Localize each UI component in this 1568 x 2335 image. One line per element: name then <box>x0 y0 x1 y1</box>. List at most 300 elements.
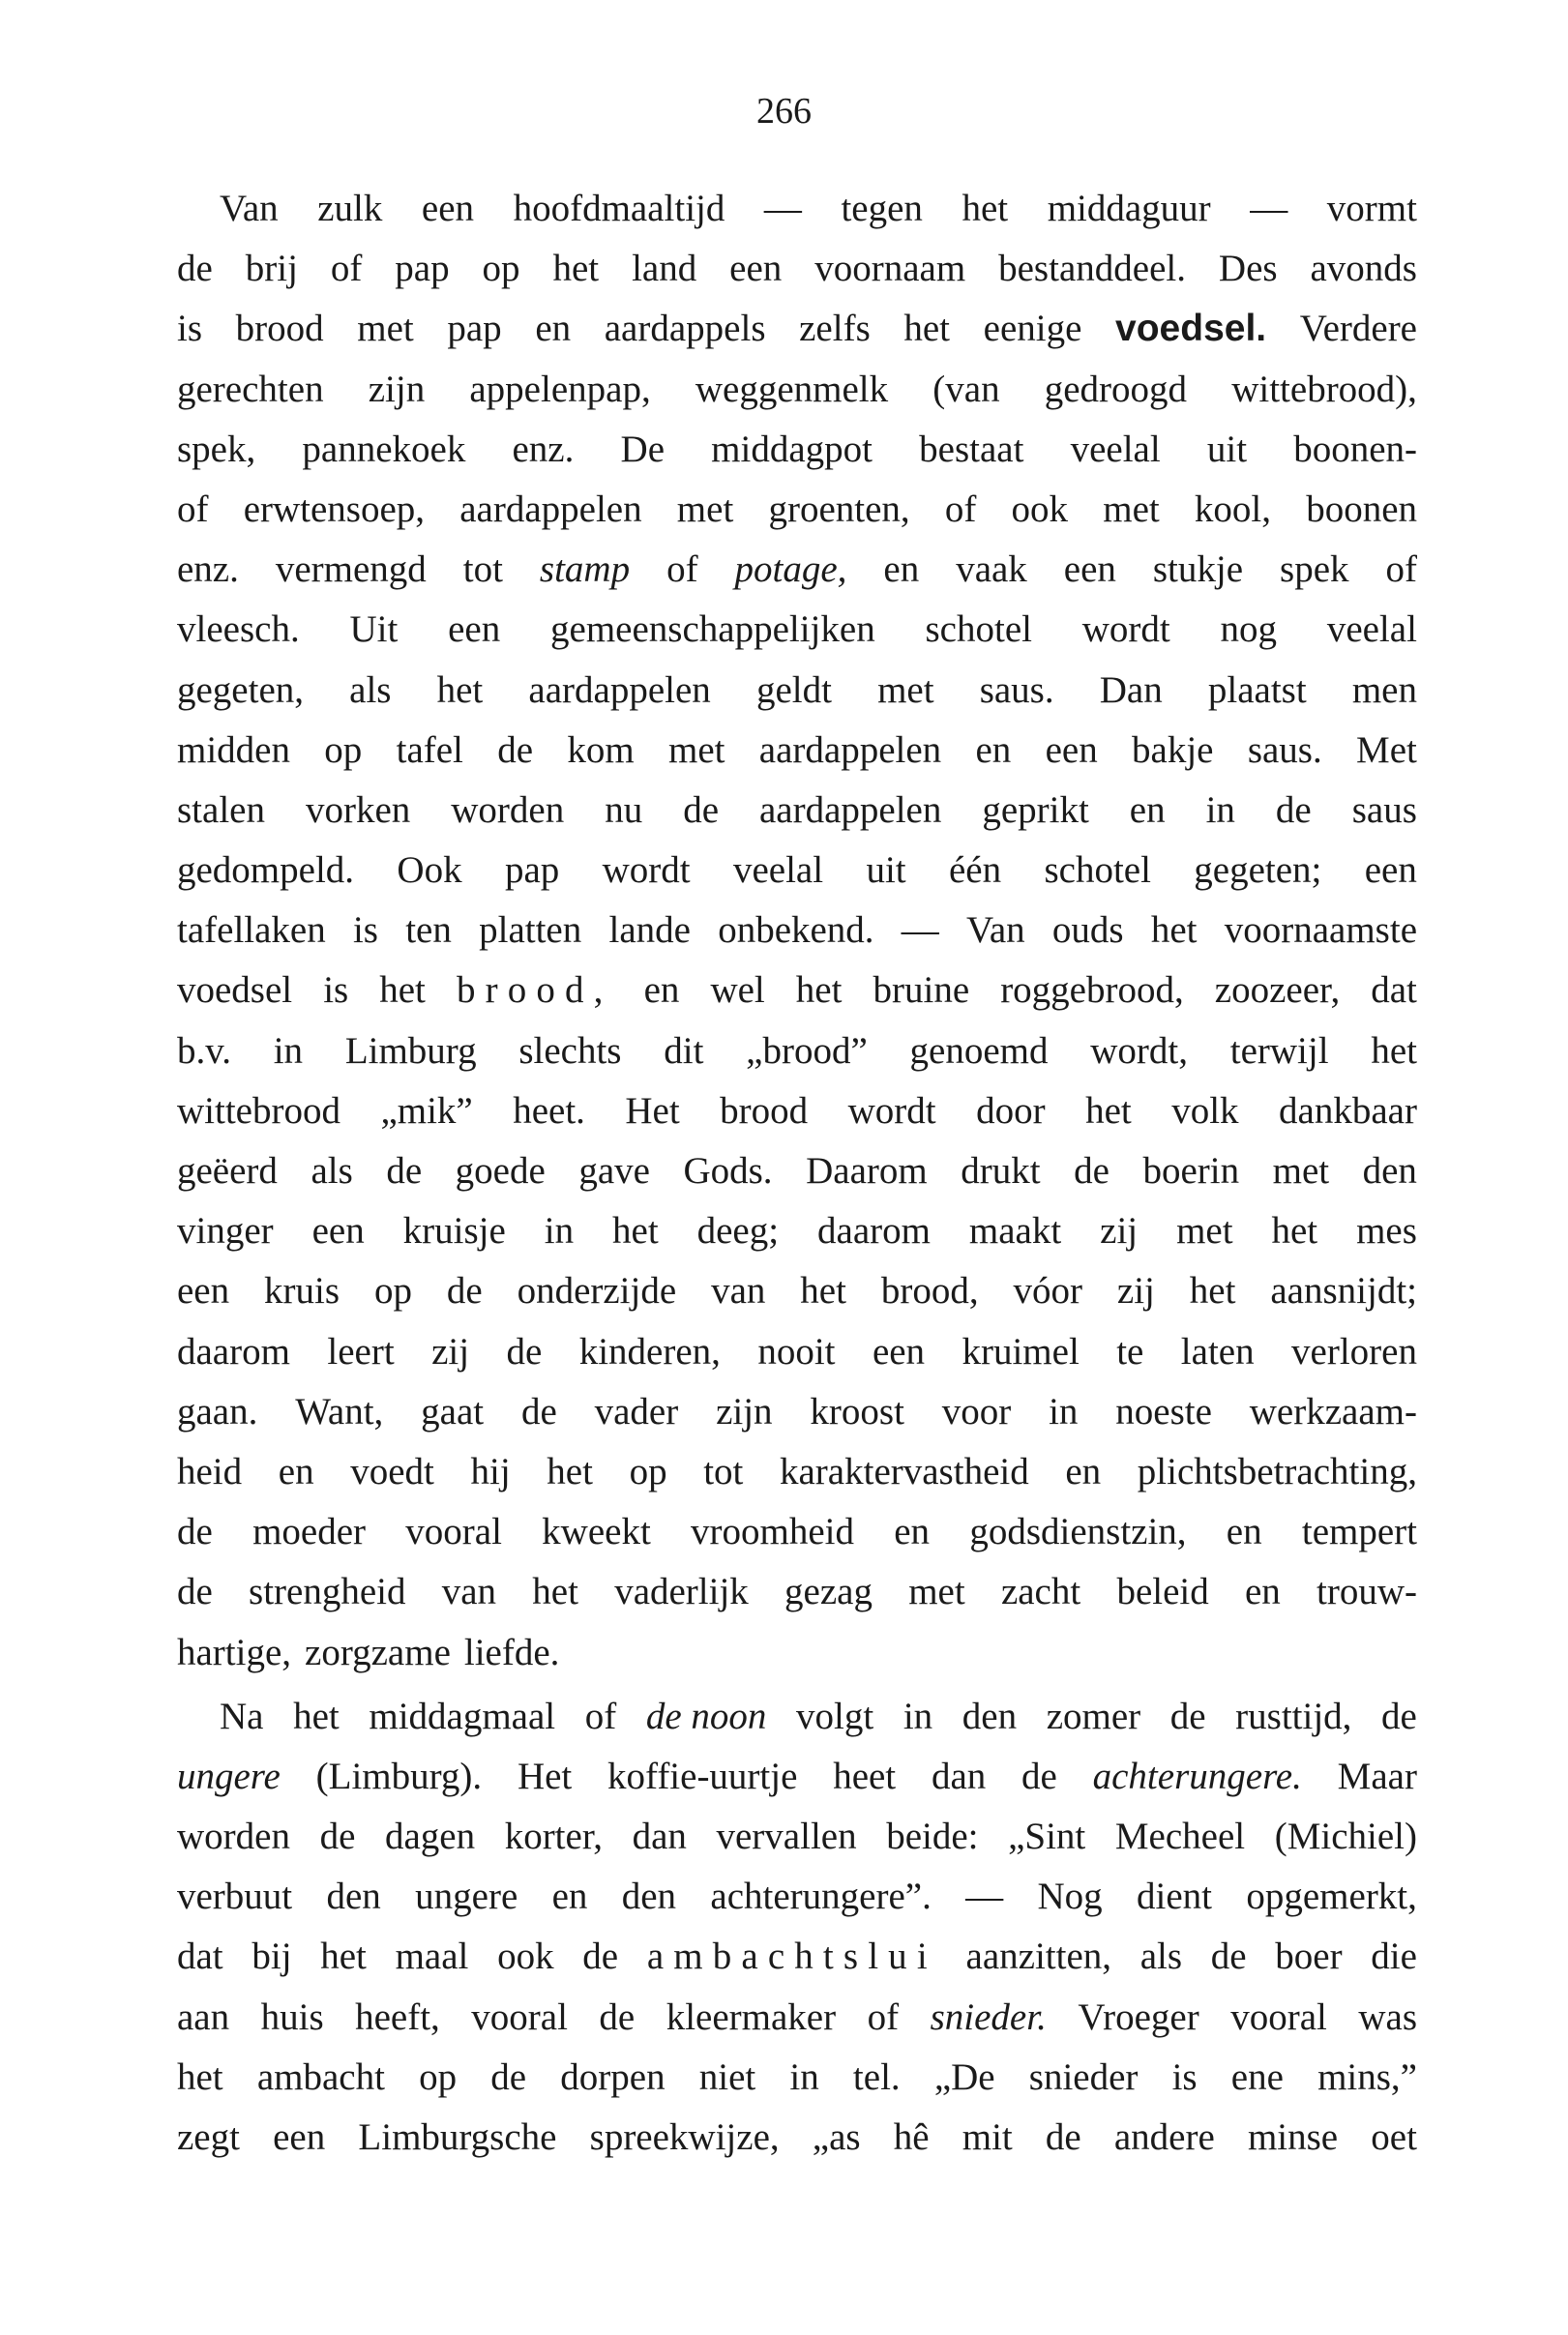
word: — <box>1250 188 1288 229</box>
word: nooit <box>757 1330 836 1373</box>
word: tel. <box>852 2055 901 2098</box>
word: zelfs <box>799 308 871 350</box>
word: Des <box>1218 248 1278 290</box>
word: deeg; <box>696 1210 780 1253</box>
word: één <box>948 849 1002 892</box>
word: veelal <box>1326 608 1417 651</box>
word: of <box>944 488 977 530</box>
word: geëerd <box>177 1150 278 1192</box>
word: een <box>448 608 501 651</box>
word: (Michiel) <box>1274 1816 1417 1858</box>
word: in <box>902 1695 933 1737</box>
word: stalen <box>177 788 265 831</box>
word: het <box>177 2055 223 2098</box>
word: aardappelen <box>459 488 642 530</box>
word: (van <box>932 368 1000 410</box>
text-line <box>177 239 1417 299</box>
word: en <box>643 969 680 1012</box>
word: en <box>975 728 1012 771</box>
word: de <box>1275 788 1312 831</box>
word: dan <box>632 1816 687 1858</box>
word: vorken <box>305 788 411 831</box>
word: onderzijde <box>517 1270 677 1313</box>
word: dankbaar <box>1279 1089 1417 1132</box>
word: karaktervastheid <box>780 1450 1029 1493</box>
word: veelal <box>1070 428 1161 470</box>
word: ook <box>497 1936 554 1978</box>
word: de <box>446 1270 483 1313</box>
word: aansnijdt; <box>1270 1270 1417 1313</box>
word: Daarom <box>806 1150 928 1192</box>
word: daarom <box>177 1330 290 1373</box>
word: gave <box>578 1150 650 1192</box>
word: vooral <box>1230 1995 1327 2038</box>
word: en <box>1226 1511 1262 1553</box>
word: boer <box>1275 1936 1343 1978</box>
word: zijn <box>368 368 426 410</box>
word: gerechten <box>177 368 324 410</box>
paragraph <box>177 1687 1417 2169</box>
word: uit <box>1206 428 1248 470</box>
word: de <box>582 1936 619 1978</box>
word: met <box>357 308 414 350</box>
word: enz. <box>512 428 575 470</box>
word: daarom <box>817 1210 931 1253</box>
text-line <box>177 2108 1417 2168</box>
word: oet <box>1371 2116 1417 2158</box>
word: boerin <box>1142 1150 1240 1192</box>
word: korter, <box>504 1816 603 1858</box>
text-line <box>177 1623 1417 1683</box>
word: met <box>1176 1210 1233 1253</box>
word: brood, <box>456 969 613 1012</box>
word: voornaam <box>814 248 966 290</box>
word: „Sint <box>1008 1816 1086 1858</box>
word: verloren <box>1291 1330 1417 1373</box>
word: — <box>965 1876 1004 1918</box>
word: en <box>278 1450 314 1493</box>
word: nog <box>1220 608 1278 651</box>
word: worden <box>177 1816 290 1858</box>
word: de <box>1381 1695 1417 1737</box>
word: — <box>763 188 802 229</box>
word: b.v. <box>177 1029 231 1072</box>
word: minse <box>1247 2116 1339 2158</box>
text-line <box>177 179 1417 239</box>
word: van <box>711 1270 766 1313</box>
text-line <box>177 420 1417 480</box>
word: kruis <box>264 1270 340 1313</box>
word: beleid <box>1116 1571 1209 1613</box>
word: gemeenschappelijken <box>550 608 875 651</box>
word: en <box>1065 1450 1102 1493</box>
word: wittebrood), <box>1231 368 1417 410</box>
word: men <box>1351 668 1417 711</box>
word: saus <box>1351 788 1417 831</box>
word: de noon <box>645 1695 767 1737</box>
text-line <box>177 1502 1417 1562</box>
word: vleesch. <box>177 608 300 651</box>
word: den <box>326 1876 381 1918</box>
text-line <box>177 1021 1417 1081</box>
word: op <box>482 248 520 290</box>
word: achterungere”. <box>710 1876 932 1918</box>
word: op <box>629 1450 667 1493</box>
word: hij <box>470 1450 511 1493</box>
text-line <box>177 480 1417 540</box>
word: het <box>1150 909 1198 952</box>
word: genoemd <box>909 1029 1049 1072</box>
word: zij <box>1116 1270 1155 1313</box>
word: wordt, <box>1090 1029 1188 1072</box>
word: wordt <box>847 1089 936 1132</box>
word: de <box>599 1995 636 2038</box>
word: pap <box>504 849 560 892</box>
word: kruisje <box>402 1210 506 1253</box>
text-line <box>177 901 1417 961</box>
word: ene <box>1230 2055 1284 2098</box>
text-line <box>177 2048 1417 2108</box>
word: tafellaken <box>177 909 326 952</box>
word: uit <box>866 849 906 892</box>
word: gaan. <box>177 1390 258 1433</box>
text-line <box>177 1382 1417 1442</box>
word: goede <box>455 1150 546 1192</box>
word: opgemerkt, <box>1246 1876 1417 1918</box>
word: een <box>872 1330 926 1373</box>
word: het <box>903 308 951 350</box>
word: geprikt <box>982 788 1089 831</box>
word: als <box>349 668 392 711</box>
word: mit <box>962 2116 1013 2158</box>
word: veelal <box>732 849 824 892</box>
word: aan <box>177 1995 230 2038</box>
word: voedsel. <box>1115 308 1267 350</box>
word: saus. <box>1247 728 1322 771</box>
word: ambacht <box>256 2055 385 2098</box>
word: een <box>421 188 475 229</box>
word: Want, <box>295 1390 384 1433</box>
word: vormt <box>1326 188 1417 229</box>
word: bakje <box>1132 728 1214 771</box>
word: de <box>386 1150 423 1192</box>
word: wordt <box>602 849 691 892</box>
word: „brood” <box>746 1029 868 1072</box>
word: voedsel <box>177 969 293 1012</box>
word: gezag <box>784 1571 873 1613</box>
word: ook <box>1011 488 1069 530</box>
word: de <box>683 788 719 831</box>
word: brood <box>235 308 324 350</box>
word: wittebrood <box>177 1089 340 1132</box>
word: een <box>729 248 783 290</box>
text-line <box>177 1562 1417 1622</box>
word: zorgzame <box>305 1631 451 1673</box>
word: zomer <box>1046 1695 1141 1737</box>
word: het <box>293 1695 340 1737</box>
word: met <box>908 1571 965 1613</box>
word: het <box>1189 1270 1236 1313</box>
word: tempert <box>1301 1511 1417 1553</box>
text-line <box>177 1927 1417 1987</box>
word: een <box>1364 849 1417 892</box>
word: zij <box>431 1330 470 1373</box>
word: Met <box>1356 728 1417 771</box>
word: spek, <box>177 428 256 470</box>
word: of <box>666 548 698 591</box>
word: leert <box>327 1330 395 1373</box>
word: pannekoek <box>302 428 466 470</box>
word: beide: <box>886 1816 979 1858</box>
word: achterungere. <box>1092 1755 1302 1797</box>
word: de <box>177 1511 213 1553</box>
word: platten <box>479 909 582 952</box>
text-line <box>177 721 1417 781</box>
word: Gods. <box>683 1150 773 1192</box>
word: huis <box>260 1995 324 2038</box>
word: en <box>1129 788 1166 831</box>
word: snieder <box>1028 2055 1139 2098</box>
word: Het <box>517 1755 573 1797</box>
word: saus. <box>979 668 1054 711</box>
word: godsdienstzin, <box>969 1511 1187 1553</box>
word: is <box>352 909 378 952</box>
word: kom <box>567 728 635 771</box>
word: maakt <box>968 1210 1062 1253</box>
word: het <box>1271 1210 1318 1253</box>
word: een <box>177 1270 230 1313</box>
word: bruine <box>873 969 970 1012</box>
word: en <box>894 1511 931 1553</box>
word: Mecheel <box>1114 1816 1246 1858</box>
word: spreekwijze, <box>589 2116 780 2158</box>
word: enz. <box>177 548 239 591</box>
word: liefde. <box>463 1631 560 1673</box>
text-line <box>177 1261 1417 1321</box>
word: was <box>1358 1995 1417 2038</box>
word: zulk <box>317 188 383 229</box>
word: de <box>319 1816 356 1858</box>
word: ungere <box>177 1755 281 1797</box>
word: het <box>800 1270 846 1313</box>
word: of <box>867 1995 900 2038</box>
word: zacht <box>1000 1571 1081 1613</box>
word: laten <box>1180 1330 1255 1373</box>
word: vermengd <box>275 548 427 591</box>
word: boonen- <box>1293 428 1417 470</box>
word: de <box>506 1330 543 1373</box>
word: vervallen <box>716 1816 857 1858</box>
word: voornaamste <box>1224 909 1417 952</box>
text-line <box>177 841 1417 901</box>
word: dan <box>931 1755 987 1797</box>
word: verbuut <box>177 1876 293 1918</box>
word: vooral <box>405 1511 502 1553</box>
word: het <box>320 1936 367 1978</box>
word: middaguur <box>1047 188 1211 229</box>
word: zijn <box>716 1390 773 1433</box>
word: vaak <box>956 548 1027 591</box>
word: nu <box>605 788 643 831</box>
word: den <box>1362 1150 1417 1192</box>
word: kinderen, <box>578 1330 721 1373</box>
word: het <box>1085 1089 1132 1132</box>
word: de <box>520 1390 557 1433</box>
word: de <box>177 248 213 290</box>
word: den <box>962 1695 1018 1737</box>
word: bij <box>251 1936 292 1978</box>
page-number: 266 <box>756 91 812 132</box>
word: appelenpap, <box>469 368 651 410</box>
word: wordt <box>1081 608 1170 651</box>
word: gedompeld. <box>177 849 355 892</box>
word: erwtensoep, <box>243 488 426 530</box>
word: het <box>962 188 1009 229</box>
word: plichtsbetrachting, <box>1137 1450 1417 1493</box>
word: in <box>1205 788 1235 831</box>
word: met <box>1103 488 1160 530</box>
body-text <box>177 179 1417 2168</box>
word: plaatst <box>1207 668 1307 711</box>
word: aardappelen <box>758 728 942 771</box>
word: Limburgsche <box>358 2116 557 2158</box>
word: — <box>901 909 939 952</box>
word: in <box>789 2055 819 2098</box>
word: kleermaker <box>666 1995 837 2038</box>
word: de <box>1045 2116 1081 2158</box>
word: avonds <box>1310 248 1417 290</box>
word: het <box>547 1450 593 1493</box>
word: of <box>177 488 209 530</box>
word: stukje <box>1152 548 1244 591</box>
word: heid <box>177 1450 243 1493</box>
word: is <box>1171 2055 1198 2098</box>
word: het <box>795 969 843 1012</box>
text-line <box>177 1747 1417 1807</box>
word: is <box>177 308 203 350</box>
word: de <box>1074 1150 1109 1192</box>
word: in <box>1049 1390 1079 1433</box>
text-line <box>177 661 1417 721</box>
word: voedt <box>350 1450 434 1493</box>
word: de <box>177 1571 213 1613</box>
word: zegt <box>177 2116 240 2158</box>
word: snieder. <box>930 1995 1047 2038</box>
word: aardappels <box>604 308 766 350</box>
word: dorpen <box>560 2055 666 2098</box>
word: Dan <box>1099 668 1163 711</box>
word: tegen <box>841 188 923 229</box>
word: Uit <box>349 608 399 651</box>
word: worden <box>451 788 565 831</box>
word: geldt <box>755 668 832 711</box>
text-line <box>177 1807 1417 1867</box>
word: kool, <box>1194 488 1271 530</box>
word: mes <box>1356 1210 1417 1253</box>
paragraph <box>177 179 1417 1683</box>
word: hê <box>893 2116 930 2158</box>
word: rusttijd, <box>1235 1695 1352 1737</box>
word: als <box>1139 1936 1183 1978</box>
word: vinger <box>177 1210 274 1253</box>
word: vaderlijk <box>614 1571 749 1613</box>
word: een <box>1045 728 1098 771</box>
word: in <box>544 1210 575 1253</box>
word: brij <box>245 248 298 290</box>
word: gedroogd <box>1044 368 1188 410</box>
word: is <box>323 969 349 1012</box>
word: mins,” <box>1317 2055 1417 2098</box>
word: het <box>379 969 426 1012</box>
word: of <box>584 1695 617 1737</box>
word: zij <box>1100 1210 1139 1253</box>
word: zoozeer, <box>1214 969 1341 1012</box>
text-line <box>177 540 1417 600</box>
word: dagen <box>384 1816 476 1858</box>
word: op <box>419 2055 458 2098</box>
word: middagmaal <box>369 1695 556 1737</box>
text-line <box>177 1867 1417 1927</box>
word: of <box>330 248 363 290</box>
word: het <box>552 248 600 290</box>
word: vóor <box>1013 1270 1082 1313</box>
word: het <box>436 668 484 711</box>
word: aanzitten, <box>965 1936 1112 1978</box>
word: „mik” <box>380 1089 473 1132</box>
word: drukt <box>961 1150 1041 1192</box>
word: ten <box>405 909 452 952</box>
word: de <box>1021 1755 1057 1797</box>
word: tafel <box>396 728 463 771</box>
word: heet. <box>513 1089 585 1132</box>
word: met <box>1272 1150 1330 1192</box>
word: brood <box>720 1089 809 1132</box>
word: noeste <box>1115 1390 1212 1433</box>
word: Limburg <box>344 1029 477 1072</box>
word: het <box>612 1210 659 1253</box>
word: gegeten; <box>1194 849 1322 892</box>
word: werkzaam- <box>1249 1390 1417 1433</box>
word: ouds <box>1051 909 1124 952</box>
word: spek <box>1280 548 1349 591</box>
word: stamp <box>539 548 631 591</box>
text-line <box>177 1141 1417 1201</box>
word: eenige <box>983 308 1082 350</box>
word: vooral <box>471 1995 568 2038</box>
text-line <box>177 1442 1417 1502</box>
word: pap <box>395 248 450 290</box>
word: roggebrood, <box>1000 969 1184 1012</box>
word: Ook <box>397 849 462 892</box>
word: den <box>621 1876 677 1918</box>
word: Na <box>220 1695 264 1737</box>
word: heeft, <box>355 1995 440 2038</box>
word: vader <box>594 1390 679 1433</box>
word: als <box>311 1150 353 1192</box>
word: volk <box>1171 1089 1239 1132</box>
word: schotel <box>1044 849 1151 892</box>
word: een <box>1063 548 1116 591</box>
word: Van <box>220 188 279 229</box>
word: De <box>620 428 666 470</box>
word: hartige, <box>177 1631 292 1673</box>
word: of <box>1385 548 1417 591</box>
word: de <box>1169 1695 1206 1737</box>
word: trouw- <box>1317 1571 1417 1613</box>
word: schotel <box>925 608 1032 651</box>
word: bestaat <box>919 428 1024 470</box>
word: de <box>1210 1936 1247 1978</box>
